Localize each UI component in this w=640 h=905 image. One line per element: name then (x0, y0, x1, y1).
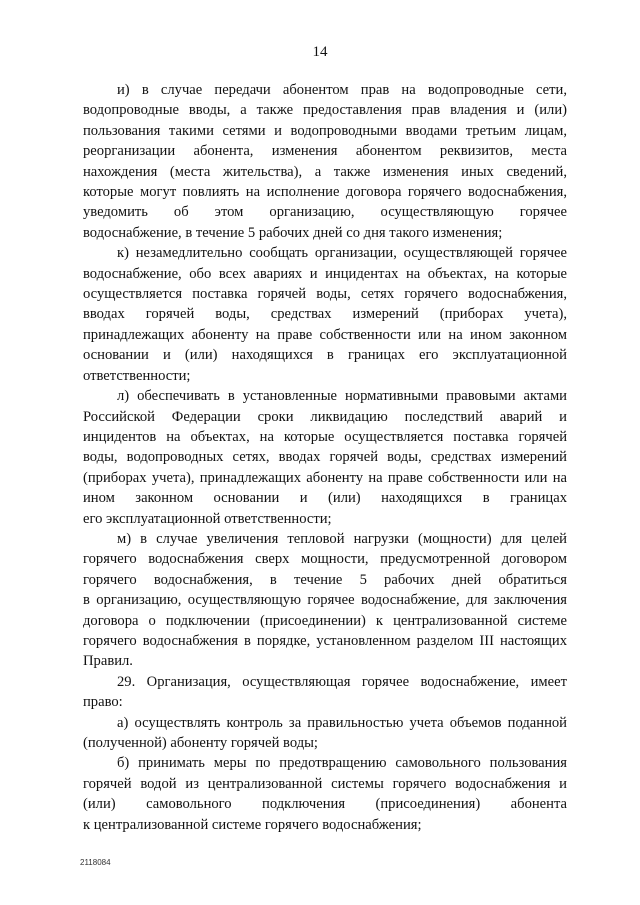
text-line: горячей водой из централизованной системы горячего водоснабжения и (83, 775, 567, 792)
text-line: горячего водоснабжения, в течение 5 рабочих дней обратиться (83, 571, 567, 588)
text-line: ответственности; (83, 367, 191, 384)
text-line: водопроводные вводы, а также предоставления прав владения и (или) (83, 102, 567, 119)
text-line: Российской Федерации сроки ликвидацию последствий аварий и (83, 408, 567, 425)
paragraph-29 (83, 672, 567, 713)
text-line: горячего водоснабжения сверх мощности, предусмотренной договором (83, 551, 567, 568)
text-line: которые могут повлиять на исполнение договора горячего водоснабжения, (83, 184, 567, 201)
text-line: вводах горячей воды, средствах измерений (приборах учета), (83, 306, 567, 323)
text-line: и) в случае передачи абонентом прав на водопроводные сети, (117, 82, 567, 98)
text-line: нахождения (места жительства), а также изменения иных сведений, (83, 163, 567, 180)
text-line: договора о подключении (присоединении) к централизованной системе (83, 612, 567, 629)
text-line: уведомить об этом организацию, осуществляющую горячее (83, 204, 567, 221)
text-line: право: (83, 694, 123, 711)
text-line: в организацию, осуществляющую горячее водоснабжение, для заключения (83, 592, 567, 609)
text-line: (или) самовольного подключения (присоединения) абонента (83, 796, 567, 813)
text-line: водоснабжение, в течение 5 рабочих дней со дня такого изменения; (83, 224, 503, 241)
text-line: к централизованной системе горячего водоснабжения; (83, 816, 422, 833)
paragraph-l (83, 386, 567, 529)
text-line: Правил. (83, 653, 133, 670)
text-line: горячего водоснабжения в порядке, установленном разделом III настоящих (83, 632, 567, 649)
text-line: реорганизации абонента, изменения абонентом реквизитов, места (83, 143, 567, 160)
text-line: водоснабжение, обо всех авариях и инцидентах на объектах, на которые (83, 265, 567, 282)
document-code: 2118084 (80, 858, 111, 867)
paragraph-i (83, 80, 567, 243)
text-line: л) обеспечивать в установленные нормативными правовыми актами (117, 388, 567, 405)
text-line: 29. Организация, осуществляющая горячее водоснабжение, имеет (117, 673, 567, 690)
text-line: м) в случае увеличения тепловой нагрузки (мощности) для целей (117, 530, 567, 547)
paragraph-a (83, 713, 567, 754)
text-line: принадлежащих абоненту на праве собственности или на ином законном (83, 326, 567, 343)
text-line: осуществляется поставка горячей воды, сетях горячего водоснабжения, (83, 286, 567, 303)
paragraph-k (83, 243, 567, 386)
text-line: (полученной) абоненту горячей воды; (83, 735, 318, 751)
text-line: а) осуществлять контроль за правильностью учета объемов поданной (117, 714, 567, 731)
text-line: пользования такими сетями и водопроводными вводами третьим лицам, (83, 122, 567, 139)
text-line: основании и (или) находящихся в границах его эксплуатационной (83, 347, 567, 364)
text-line: к) незамедлительно сообщать организации, осуществляющей горячее (117, 245, 567, 262)
text-line: ином законном основании и (или) находящихся в границах (83, 490, 567, 507)
text-line: инцидентов на объектах, на которые осуществляется поставка горячей (83, 428, 567, 445)
paragraph-m (83, 529, 567, 672)
paragraph-b (83, 753, 567, 835)
text-line: (приборах учета), принадлежащих абоненту на праве собственности или на (83, 469, 567, 486)
page-number: 14 (312, 44, 328, 60)
text-line: воды, водопроводных сетях, вводах горячей воды, средствах измерений (83, 449, 567, 466)
document-body (83, 80, 567, 835)
text-line: б) принимать меры по предотвращению самовольного пользования (117, 755, 567, 772)
text-line: его эксплуатационной ответственности; (83, 510, 332, 527)
